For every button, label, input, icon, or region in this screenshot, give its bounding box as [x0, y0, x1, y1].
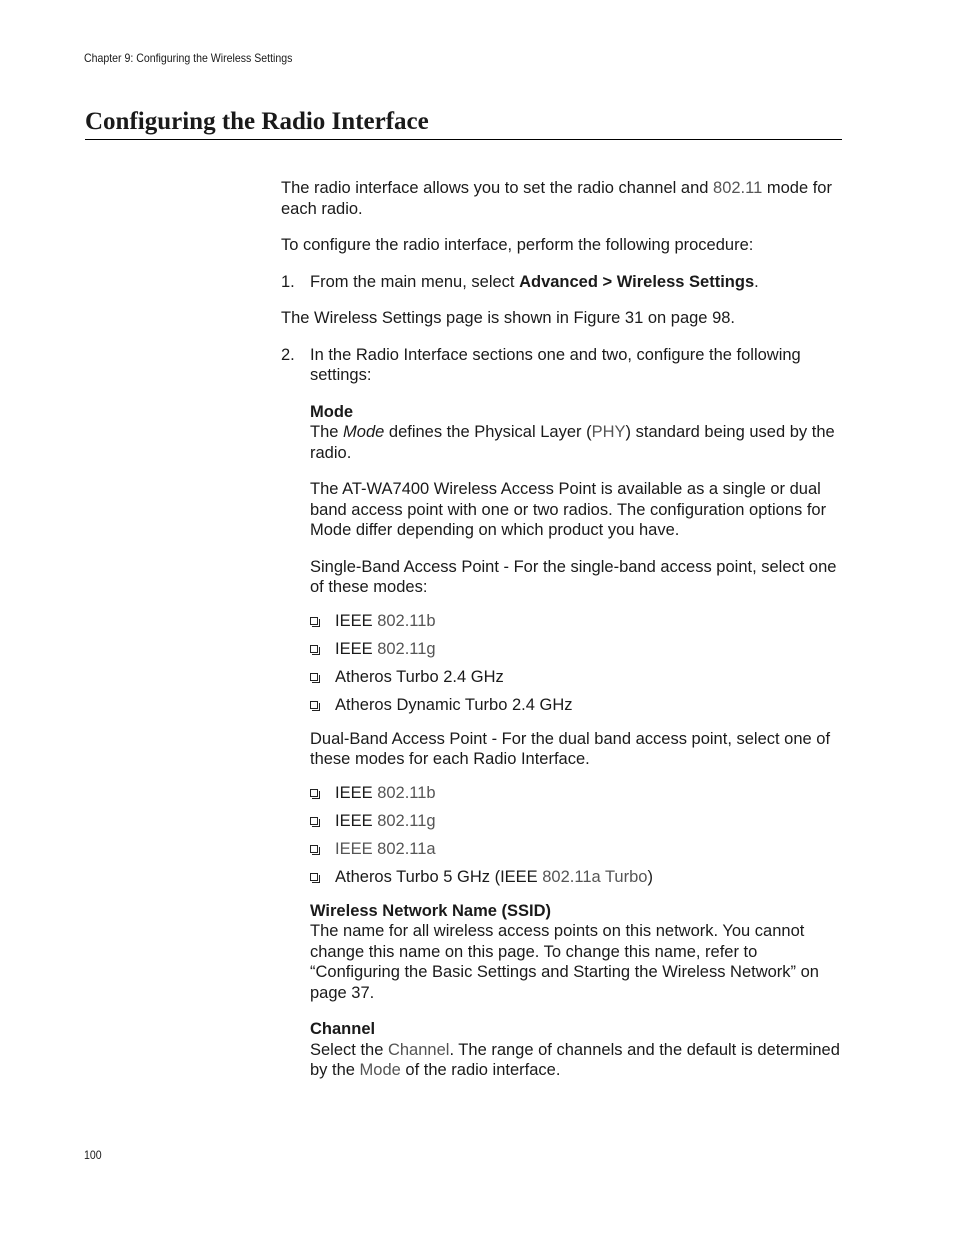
list-item: Atheros Turbo 5 GHz (IEEE 802.11a Turbo)	[310, 867, 843, 895]
ssid-text: The name for all wireless access points on this network. You cannot change this name on this page. To change this name, refer to “Configuring the Basic Settings and Starting the Wireless Network” on page 37.	[310, 922, 819, 1002]
step-number: 1.	[281, 272, 295, 291]
list-item: Atheros Dynamic Turbo 2.4 GHz	[310, 695, 843, 723]
intro-paragraph: The radio interface allows you to set the radio channel and 802.11 mode for each radio.	[281, 179, 832, 218]
channel-text: Select the Channel. The range of channels and the default is determined by the Mode of the radio interface.	[310, 1040, 840, 1079]
list-item: IEEE 802.11b	[310, 611, 843, 639]
mode-definition: The Mode defines the Physical Layer (PHY) standard being used by the radio.	[310, 423, 835, 462]
link-channel[interactable]: Channel	[387, 1040, 450, 1059]
link-802-11[interactable]: 802.11	[713, 179, 763, 197]
checkbox-bullet-icon	[310, 789, 318, 797]
mode-section	[310, 402, 843, 598]
step-text: From the main menu, select Advanced > Wireless Settings.	[310, 272, 759, 291]
list-item: IEEE 802.11g	[310, 811, 843, 839]
checkbox-bullet-icon	[310, 645, 318, 653]
step-number: 2.	[281, 345, 295, 364]
link-phy[interactable]: PHY	[591, 423, 626, 441]
mode-heading: Mode	[310, 402, 354, 421]
dual-band-list	[281, 783, 843, 895]
list-item: IEEE 802.11a	[310, 839, 843, 867]
checkbox-bullet-icon	[310, 845, 318, 853]
page-number: 100	[84, 1148, 102, 1162]
step-1	[281, 272, 843, 293]
list-item: Atheros Turbo 2.4 GHz	[310, 667, 843, 695]
link-mode[interactable]: Mode	[359, 1061, 401, 1079]
step-2	[281, 345, 843, 386]
single-band-list	[281, 611, 843, 723]
checkbox-bullet-icon	[310, 817, 318, 825]
checkbox-bullet-icon	[310, 673, 318, 681]
mode-availability: The AT-WA7400 Wireless Access Point is available as a single or dual band access point with one or two radios. The configuration options for Mode differ depending on which product you have.	[310, 480, 827, 539]
checkbox-bullet-icon	[310, 701, 318, 709]
list-item: IEEE 802.11b	[310, 783, 843, 811]
body-content	[281, 178, 843, 1081]
ssid-section	[310, 901, 843, 1004]
step-1-note: The Wireless Settings page is shown in Figure 31 on page 98.	[281, 309, 736, 327]
page-title: Configuring the Radio Interface	[85, 106, 842, 140]
single-band-intro: Single-Band Access Point - For the single-band access point, select one of these modes:	[310, 557, 837, 596]
channel-heading: Channel	[310, 1020, 376, 1038]
dual-band-intro: Dual-Band Access Point - For the dual band access point, select one of these modes for each Radio Interface.	[310, 729, 831, 768]
ssid-heading: Wireless Network Name (SSID)	[310, 901, 552, 920]
checkbox-bullet-icon	[310, 617, 318, 625]
list-item: IEEE 802.11g	[310, 639, 843, 667]
channel-section	[310, 1019, 843, 1081]
procedure-intro: To configure the radio interface, perform the following procedure:	[281, 236, 754, 254]
checkbox-bullet-icon	[310, 873, 318, 881]
running-header: Chapter 9: Configuring the Wireless Settings	[84, 51, 293, 65]
step-text: In the Radio Interface sections one and two, configure the following settings:	[310, 345, 801, 384]
